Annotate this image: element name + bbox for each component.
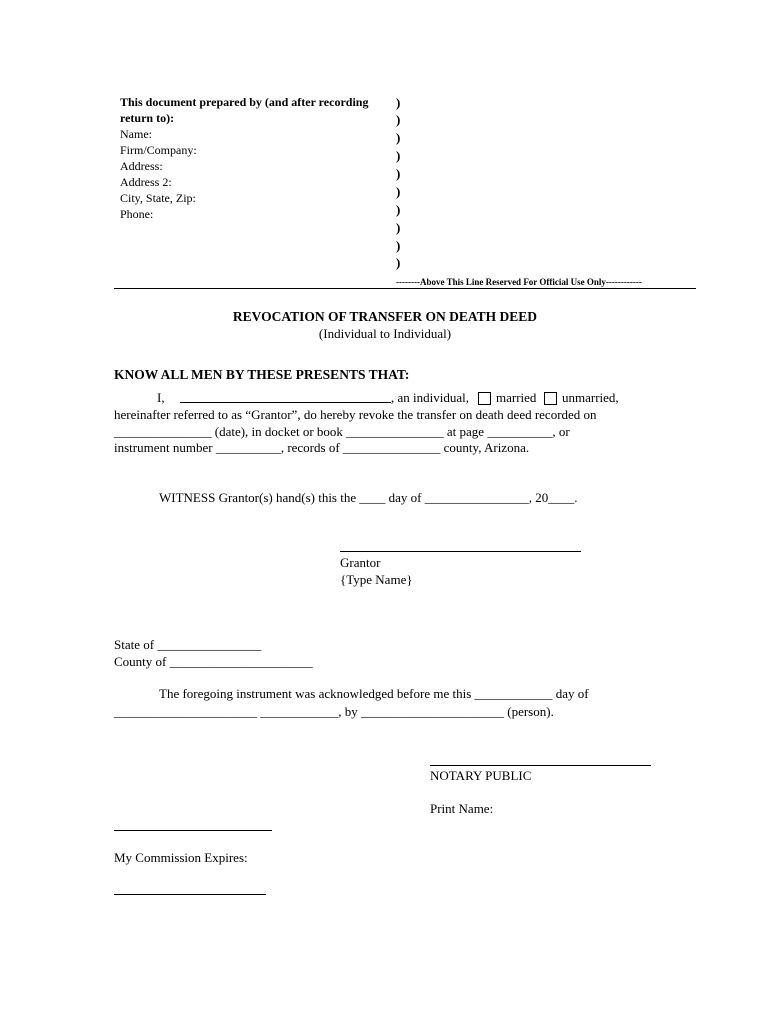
unmarried-checkbox[interactable] [544,392,557,405]
notary-signature-line[interactable] [430,765,651,766]
married-checkbox[interactable] [478,392,491,405]
grantor-label: Grantor [340,555,381,570]
paren-marker: ) [396,202,401,217]
grantor-definition-text: hereinafter referred to as “Grantor”, do hereby revoke the transfer on death deed recorded on [114,407,597,422]
paren-marker: ) [396,220,401,235]
acknowledgment-text: The foregoing instrument was acknowledged before me this ____________ day of [159,686,589,701]
address-label: Address: [120,159,163,173]
individual-text: , an individual, [391,390,469,405]
print-name-line[interactable] [114,830,272,831]
prepared-by-heading-cont: return to): [120,111,175,125]
reserved-divider [114,288,696,289]
married-label: married [496,390,537,405]
city-state-zip-label: City, State, Zip: [120,191,196,205]
recording-details-text: _______________ (date), in docket or book _______________ at page __________, or [114,424,570,439]
grantor-signature-line[interactable] [340,551,581,552]
commission-expires-label: My Commission Expires: [114,850,248,865]
commission-expires-line[interactable] [114,894,266,895]
address-2-label: Address 2: [120,175,172,189]
firm-company-label: Firm/Company: [120,143,197,157]
county-of-field: County of ______________________ [114,654,313,669]
instrument-number-text: instrument number __________, records of _______________ county, Arizona. [114,440,530,455]
grantor-intro: I, [157,390,165,405]
witness-text: WITNESS Grantor(s) hand(s) this the ____ day of ________________, 20____. [159,490,578,505]
unmarried-label: unmarried, [562,390,619,405]
paren-marker: ) [396,95,401,110]
name-label: Name: [120,127,152,141]
grantor-type-name: {Type Name} [340,572,413,587]
reserved-note: --------Above This Line Reserved For Official Use Only------------ [396,277,642,287]
document-subtitle: (Individual to Individual) [318,326,452,341]
print-name-label: Print Name: [430,801,494,816]
paren-marker: ) [396,184,401,199]
paren-marker: ) [396,255,401,270]
paren-marker: ) [396,112,401,127]
know-all-heading: KNOW ALL MEN BY THESE PRESENTS THAT: [114,367,410,382]
document-title: REVOCATION OF TRANSFER ON DEATH DEED [232,309,538,324]
state-of-field: State of ________________ [114,637,262,652]
prepared-by-heading: This document prepared by (and after recording [120,95,369,109]
paren-marker: ) [396,148,401,163]
phone-label: Phone: [120,207,154,221]
paren-marker: ) [396,130,401,145]
grantor-name-blank[interactable] [180,402,391,403]
acknowledgment-text-cont: ______________________ ____________, by ______________________ (person). [114,704,554,719]
paren-marker: ) [396,166,401,181]
paren-marker: ) [396,238,401,253]
notary-public-label: NOTARY PUBLIC [430,768,532,783]
